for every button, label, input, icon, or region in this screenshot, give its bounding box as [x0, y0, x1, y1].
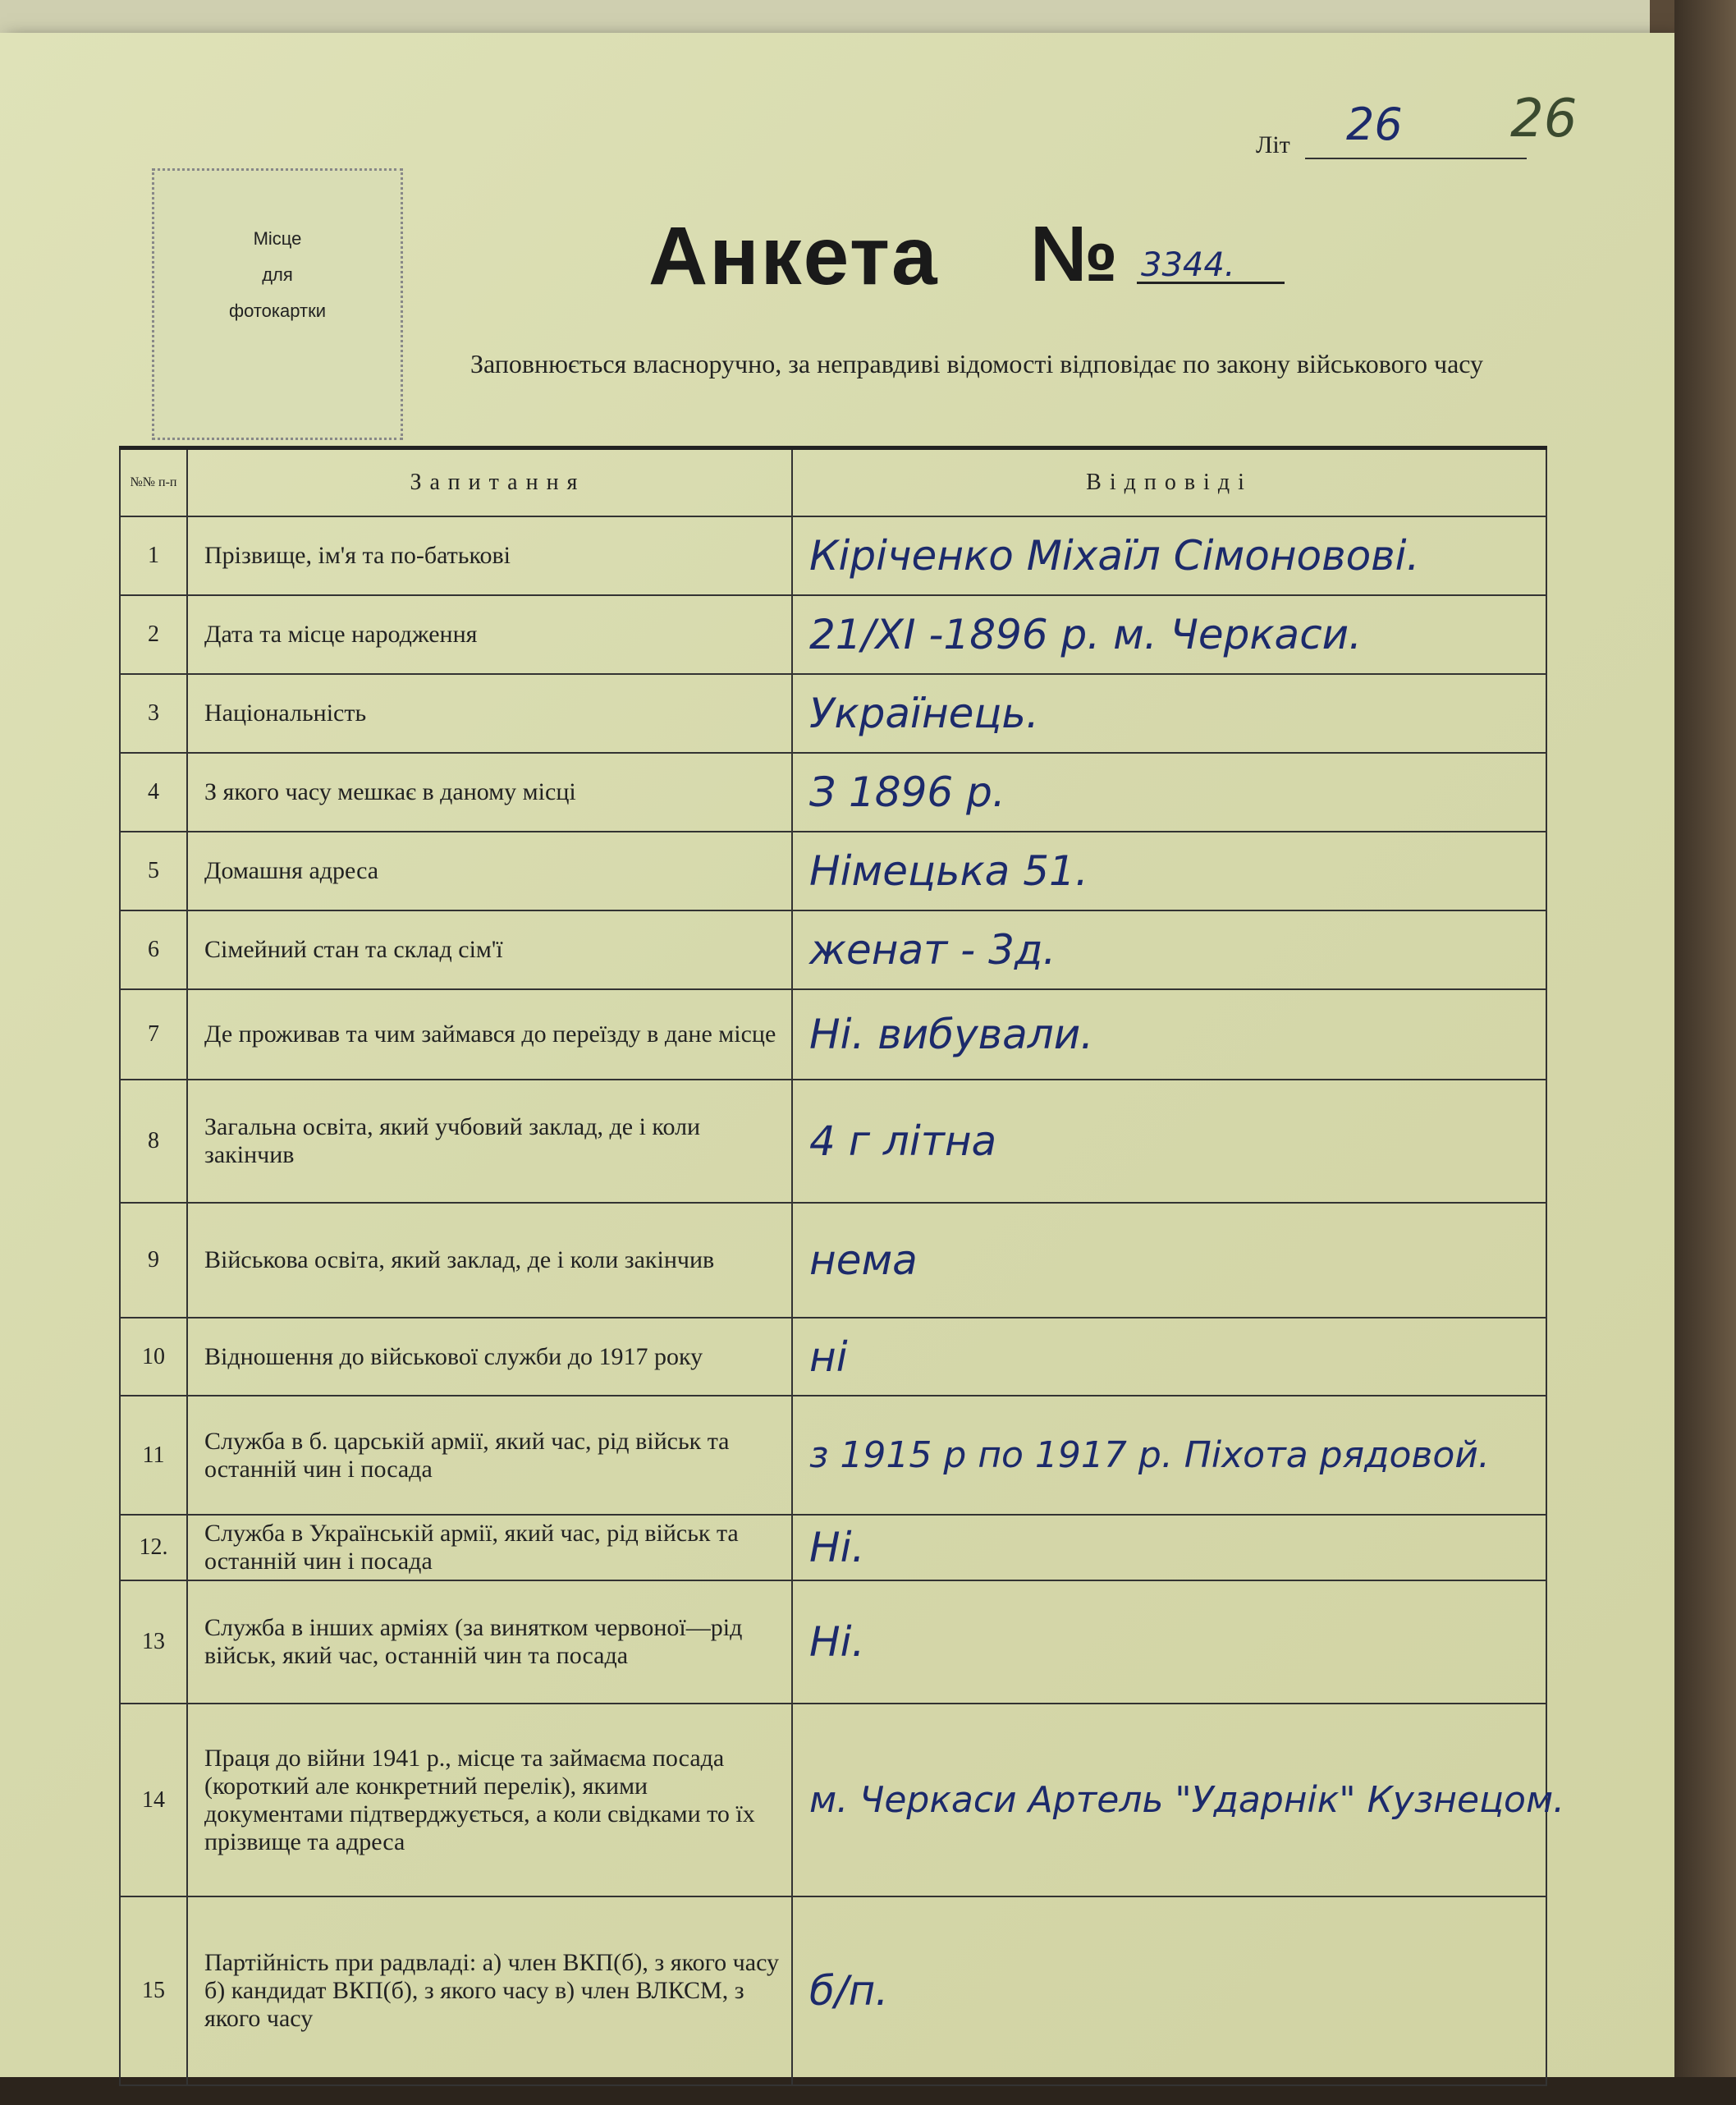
row-answer	[792, 832, 1546, 910]
row-answer	[792, 1580, 1546, 1704]
table-row	[120, 516, 1546, 595]
answer-text: ні	[809, 1332, 848, 1381]
table-row	[120, 1580, 1546, 1704]
number-underline	[1137, 282, 1285, 284]
row-number: 14	[120, 1704, 187, 1896]
row-answer	[792, 1318, 1546, 1396]
row-answer	[792, 674, 1546, 753]
row-question: Праця до війни 1941 р., місце та займаєма посада (короткий але конкретний перелік), якими документами підтверджується, а коли свідками то їх прізвище та адреса	[187, 1704, 792, 1896]
row-answer	[792, 989, 1546, 1080]
row-answer	[792, 1396, 1546, 1515]
form-title: Анкета	[648, 210, 939, 302]
row-number: 7	[120, 989, 187, 1080]
row-answer	[792, 1896, 1546, 2085]
table-row	[120, 1396, 1546, 1515]
answer-text: З 1896 р.	[809, 768, 1005, 816]
answer-text: 21/XI -1896 р. м. Черкаси.	[809, 611, 1363, 658]
table-row	[120, 1080, 1546, 1203]
row-number: 12.	[120, 1515, 187, 1580]
form-number: 3344.	[1141, 246, 1235, 284]
lit-value: 26	[1346, 99, 1403, 150]
row-question: Дата та місце народження	[187, 595, 792, 674]
column-header-answer: Відповіді	[792, 448, 1546, 517]
table-row	[120, 753, 1546, 832]
row-question: Домашня адреса	[187, 832, 792, 910]
row-answer	[792, 753, 1546, 832]
row-question: З якого часу мешкає в даному місці	[187, 753, 792, 832]
answer-text: нема	[809, 1236, 918, 1284]
row-question: Прізвище, ім'я та по-батькові	[187, 516, 792, 595]
table-row	[120, 832, 1546, 910]
row-number: 6	[120, 910, 187, 989]
table-row	[120, 595, 1546, 674]
row-question: Служба в б. царській армії, який час, рід військ та останній чин і посада	[187, 1396, 792, 1515]
table-row	[120, 674, 1546, 753]
table-row	[120, 1515, 1546, 1580]
lit-value-stamp: 26	[1510, 89, 1578, 149]
answer-text: Ні. вибували.	[809, 1011, 1094, 1058]
table-row	[120, 989, 1546, 1080]
row-question: Військова освіта, який заклад, де і коли закінчив	[187, 1203, 792, 1318]
row-number: 13	[120, 1580, 187, 1704]
column-header-question: Запитання	[187, 448, 792, 517]
answer-text: м. Черкаси Артель "Ударнік" Кузнецом.	[809, 1778, 1565, 1821]
row-answer	[792, 1080, 1546, 1203]
answer-text: Українець.	[809, 690, 1039, 737]
number-sign: №	[1030, 210, 1119, 298]
photo-label-line: фотокартки	[228, 300, 326, 321]
row-answer	[792, 516, 1546, 595]
answer-text: Ні.	[809, 1618, 865, 1666]
form-subtitle: Заповнюється власноручно, за неправдиві відомості відповідає по закону військового часу	[469, 349, 1484, 378]
row-answer	[792, 910, 1546, 989]
row-question: Служба в Українській армії, який час, рід військ та останній чин і посада	[187, 1515, 792, 1580]
row-number: 3	[120, 674, 187, 753]
row-number: 15	[120, 1896, 187, 2085]
row-number: 5	[120, 832, 187, 910]
row-question: Служба в інших арміях (за винятком червоної—рід військ, який час, останній чин та посада	[187, 1580, 792, 1704]
folder-edge	[1674, 0, 1736, 2105]
lit-underline	[1305, 158, 1527, 159]
table-header-row	[120, 448, 1546, 517]
row-answer	[792, 595, 1546, 674]
answer-text: 4 г літна	[809, 1117, 997, 1165]
column-header-number: №№ п-п	[120, 448, 187, 517]
row-question: Відношення до військової служби до 1917 року	[187, 1318, 792, 1396]
answer-text: з 1915 р по 1917 р. Піхота рядовой.	[809, 1433, 1490, 1476]
table-row	[120, 1704, 1546, 1896]
row-question: Загальна освіта, який учбовий заклад, де і коли закінчив	[187, 1080, 792, 1203]
table-row	[120, 910, 1546, 989]
row-question: Партійність при радвладі: а) член ВКП(б), з якого часу б) кандидат ВКП(б), з якого часу в) член ВЛКСМ, з якого часу	[187, 1896, 792, 2085]
row-question: Національність	[187, 674, 792, 753]
table-row	[120, 1896, 1546, 2085]
table-row	[120, 1318, 1546, 1396]
table-row	[120, 1203, 1546, 1318]
photo-placeholder	[152, 168, 403, 440]
photo-label-line: Місце	[253, 228, 302, 249]
row-question: Де проживав та чим займався до переїзду в дане місце	[187, 989, 792, 1080]
questionnaire-table	[119, 446, 1565, 2086]
answer-text: б/п.	[809, 1967, 889, 2015]
row-answer	[792, 1515, 1546, 1580]
row-answer	[792, 1203, 1546, 1318]
row-answer	[792, 1704, 1565, 1896]
row-question: Сімейний стан та склад сім'ї	[187, 910, 792, 989]
row-number: 9	[120, 1203, 187, 1318]
photo-label-line: для	[262, 264, 293, 285]
row-number: 4	[120, 753, 187, 832]
answer-text: женат - 3д.	[809, 926, 1056, 974]
row-number: 2	[120, 595, 187, 674]
row-number: 10	[120, 1318, 187, 1396]
row-number: 1	[120, 516, 187, 595]
answer-text: Ні.	[809, 1524, 865, 1571]
row-number: 8	[120, 1080, 187, 1203]
row-number: 11	[120, 1396, 187, 1515]
lit-label: Літ	[1256, 131, 1290, 158]
answer-text: Кіріченко Міхаїл Сімоновові.	[809, 532, 1420, 580]
answer-text: Німецька 51.	[809, 847, 1088, 895]
